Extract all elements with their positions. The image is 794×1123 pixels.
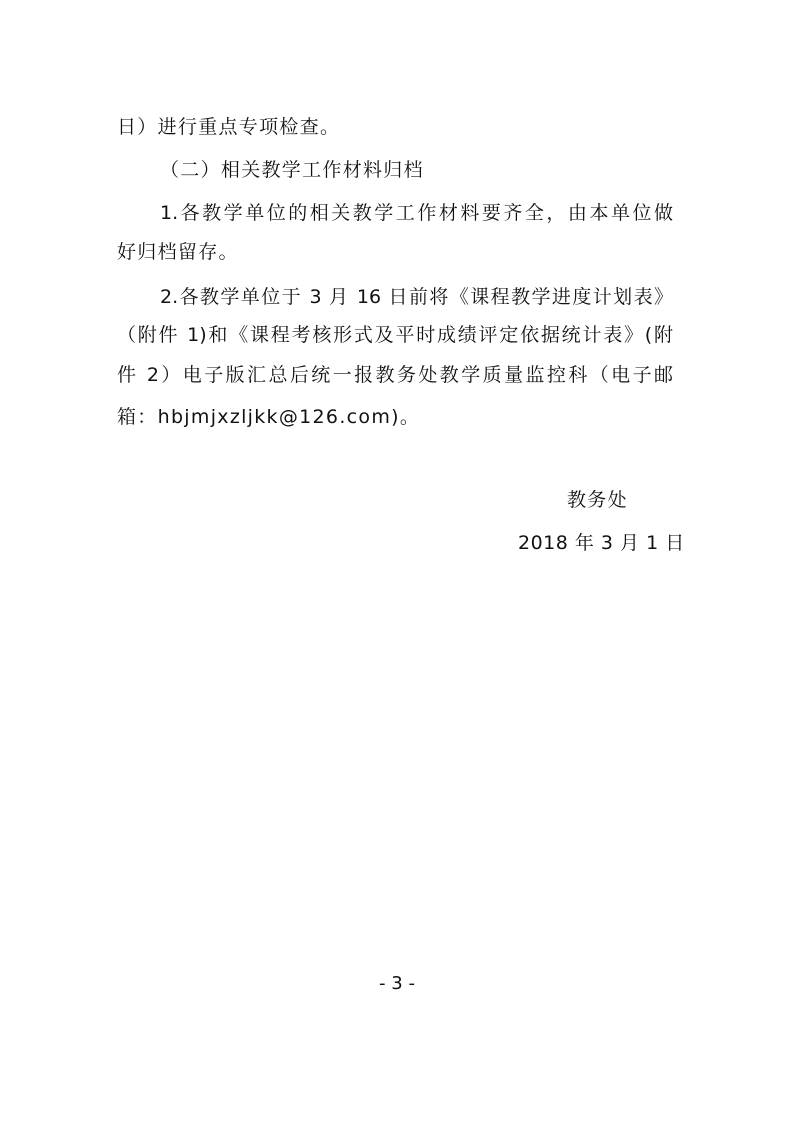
- paragraph-line-8: 箱：hbjmjxzljkk@126.com)。: [117, 406, 421, 428]
- signature-organization: 教务处: [567, 489, 628, 511]
- paragraph-line-6: （附件 1)和《课程考核形式及平时成绩评定依据统计表》(附: [117, 324, 673, 346]
- page-number: - 3 -: [379, 973, 415, 994]
- section-heading: （二）相关教学工作材料归档: [160, 159, 424, 181]
- paragraph-line-4: 好归档留存。: [117, 241, 239, 263]
- paragraph-line-3: 1.各教学单位的相关教学工作材料要齐全，由本单位做: [160, 202, 673, 224]
- paragraph-line-5: 2.各教学单位于 3 月 16 日前将《课程教学进度计划表》: [160, 286, 673, 308]
- signature-date: 2018 年 3 月 1 日: [518, 532, 685, 554]
- paragraph-line-7: 件 2）电子版汇总后统一报教务处教学质量监控科（电子邮: [117, 364, 673, 386]
- paragraph-line-1: 日）进行重点专项检查。: [117, 116, 341, 138]
